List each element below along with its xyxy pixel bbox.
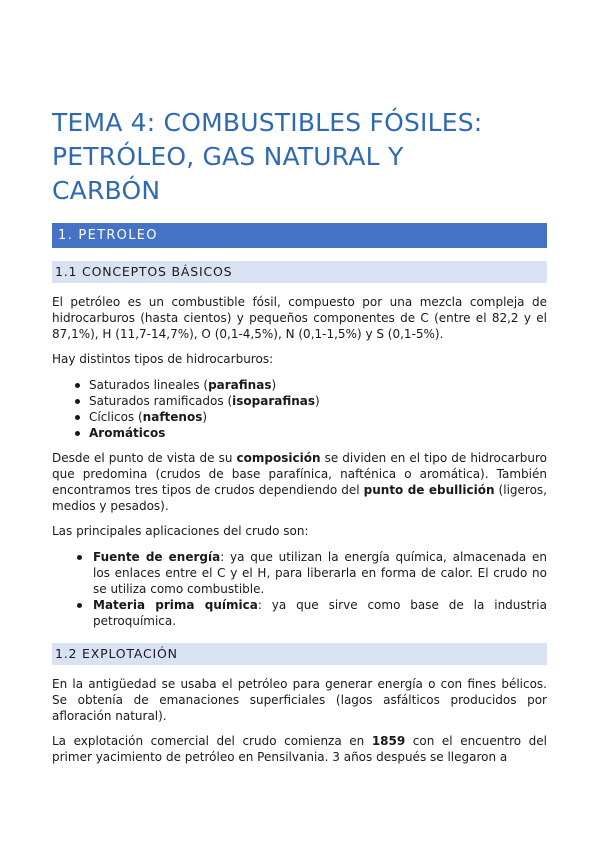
paragraph-apps-intro: Las principales aplicaciones del crudo son: [52,524,309,538]
document-title [52,0,547,208]
paragraph-commercial: La explotación comercial del crudo comienza en 1859 con el encuentro del primer yacimiento de petróleo en Pensilvania. 3 años después se llegaron a [52,734,547,764]
subsection-heading-explotacion: 1.2 EXPLOTACIÓN [52,643,547,665]
paragraph-antiquity: En la antigüedad se usaba el petróleo para generar energía o con fines bélicos. Se obtenía de emanaciones superficiales (lagos asfálticos producidos por afloración natural). [52,677,547,723]
list-item: Cíclicos (naftenos) [52,409,547,425]
hydrocarbon-types-list [52,377,547,441]
paragraph-classification: Desde el punto de vista de su composición se dividen en el tipo de hidrocarburo que predomina (crudos de base parafínica, nafténica o aromática). También encontramos tres tipos de crudos dependiendo del punto de ebullición (ligeros, medios y pesados). [52,451,548,513]
list-item: Saturados lineales (parafinas) [52,377,547,393]
title-line-1: TEMA 4: COMBUSTIBLES FÓSILES: [52,108,483,137]
paragraph-types-intro: Hay distintos tipos de hidrocarburos: [52,352,274,366]
list-item: Aromáticos [52,425,547,441]
applications-list [52,549,547,629]
subsection-heading-conceptos: 1.1 CONCEPTOS BÁSICOS [52,261,547,283]
list-item: Materia prima química: ya que sirve como base de la industria petroquímica. [52,597,547,629]
section-heading-petroleo: 1. PETROLEO [52,223,547,248]
title-line-3: CARBÓN [52,176,161,205]
paragraph-intro: El petróleo es un combustible fósil, compuesto por una mezcla compleja de hidrocarburos (hasta cientos) y pequeños componentes de C (entre el 82,2 y el 87,1%), H (11,7-14,7%), O (0,1-4,5%), N (0,1-1,5%) y S (0,1-5%). [52,295,547,341]
list-item: Fuente de energía: ya que utilizan la energía química, almacenada en los enlaces entre el C y el H, para liberarla en forma de calor. El crudo no se utiliza como combustible. [52,549,547,597]
list-item: Saturados ramificados (isoparafinas) [52,393,547,409]
title-line-2: PETRÓLEO, GAS NATURAL Y [52,142,404,171]
